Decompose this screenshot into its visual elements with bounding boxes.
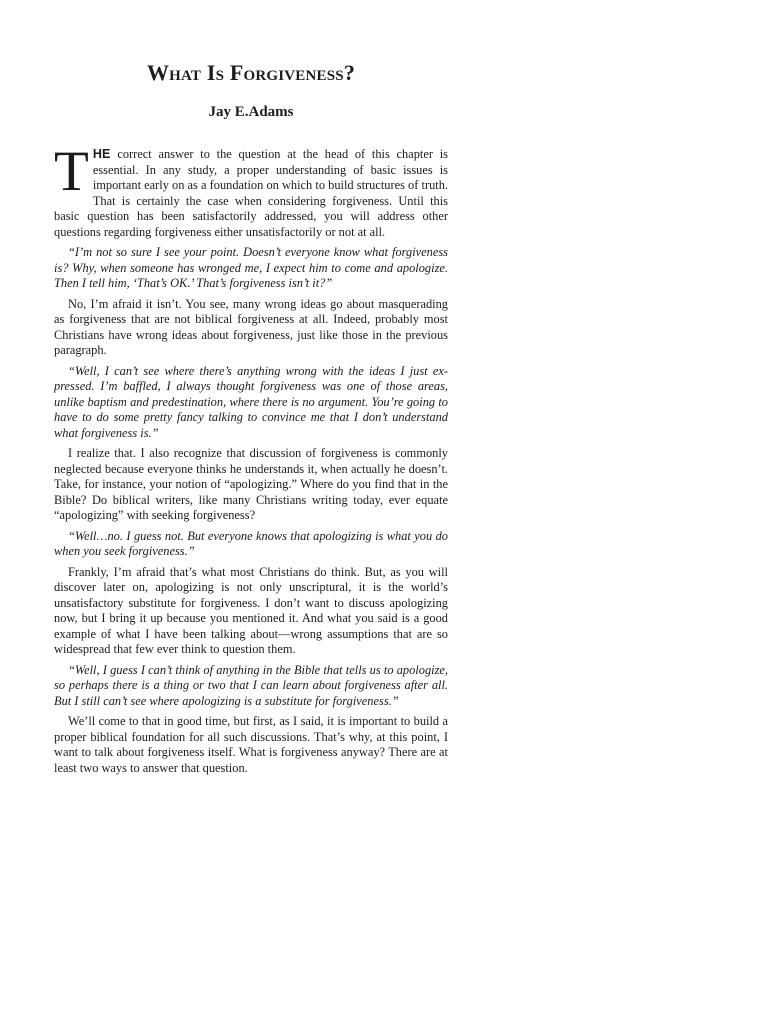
page-title: What Is Forgiveness? (146, 60, 356, 85)
quote-paragraph: “Well, I can’t see where there’s anything wrong with the ideas I just expressed. I’m baffled, I always thought forgiveness was one of those areas, unlike baptism and predestination, where there is no argument. You’re going to have to do some pretty fancy talking to convince me that I don’t understand what forgiveness is.” (54, 363, 448, 440)
paragraph: Frankly, I’m afraid that’s what most Christians do think. But, as you will discover later on, apologizing is not only unscriptural, it is the world’s unsatisfactory substitute for forgiveness. I don’t want to discuss apologizing now, but I bring it up because you mentioned it. And what you said is a good example of what I have been talking about—wrong assumptions that are so widespread that few ever think to question them. (54, 564, 448, 656)
lead-caps: HE (92, 147, 111, 161)
paragraph: No, I’m afraid it isn’t. You see, many wrong ideas go about masquerading as forgiveness that are not biblical forgiveness at all. Indeed, probably most Christians have wrong ideas about forgiveness, just like those in the previous paragraph. (54, 296, 448, 357)
paragraph: We’ll come to that in good time, but first, as I said, it is important to build a proper biblical foundation for all such discussions. That’s why, at this point, I want to talk about forgiveness itself. What is forgiveness anyway? There are at least two ways to answer that question. (54, 714, 448, 775)
quote-paragraph: “Well…no. I guess not. But everyone knows that apologizing is what you do when you seek forgiveness.” (54, 528, 448, 558)
article-body (54, 140, 448, 776)
quote-paragraph: “I’m not so sure I see your point. Doesn’t everyone know what forgiveness is? Why, when someone has wronged me, I expect him to come and apologize. Then I tell him, ‘That’s OK.’ That’s forgiveness isn’t it?” (54, 245, 448, 290)
drop-cap: T (54, 140, 89, 203)
author-name: Jay E.Adams (208, 104, 294, 120)
paragraph-text: correct answer to the question at the head of this chapter is essential. In any study, a proper understanding of basic issues is important early on as a foundation on which to build structures of truth. That is certainly the case when considering forgiveness. Until this basic question has been satisfactorily addressed, you will address other questions regarding forgiveness either unsatisfactorily or not at all. (54, 147, 448, 239)
paragraph: I realize that. I also recognize that discussion of forgiveness is commonly neglected because everyone thinks he understands it, when actually he doesn’t. Take, for instance, your notion of “apologizing.” Where do you find that in the Bible? Do biblical writers, like many Christians writing today, ever equate “apologizing” with seeking forgiveness? (54, 446, 448, 522)
paragraph-1 (54, 140, 448, 240)
quote-paragraph: “Well, I guess I can’t think of anything in the Bible that tells us to apologize, so perhaps there is a thing or two that I can learn about forgiveness after all. But I still can’t see where apologizing is a substitute for forgiveness.” (54, 662, 448, 708)
